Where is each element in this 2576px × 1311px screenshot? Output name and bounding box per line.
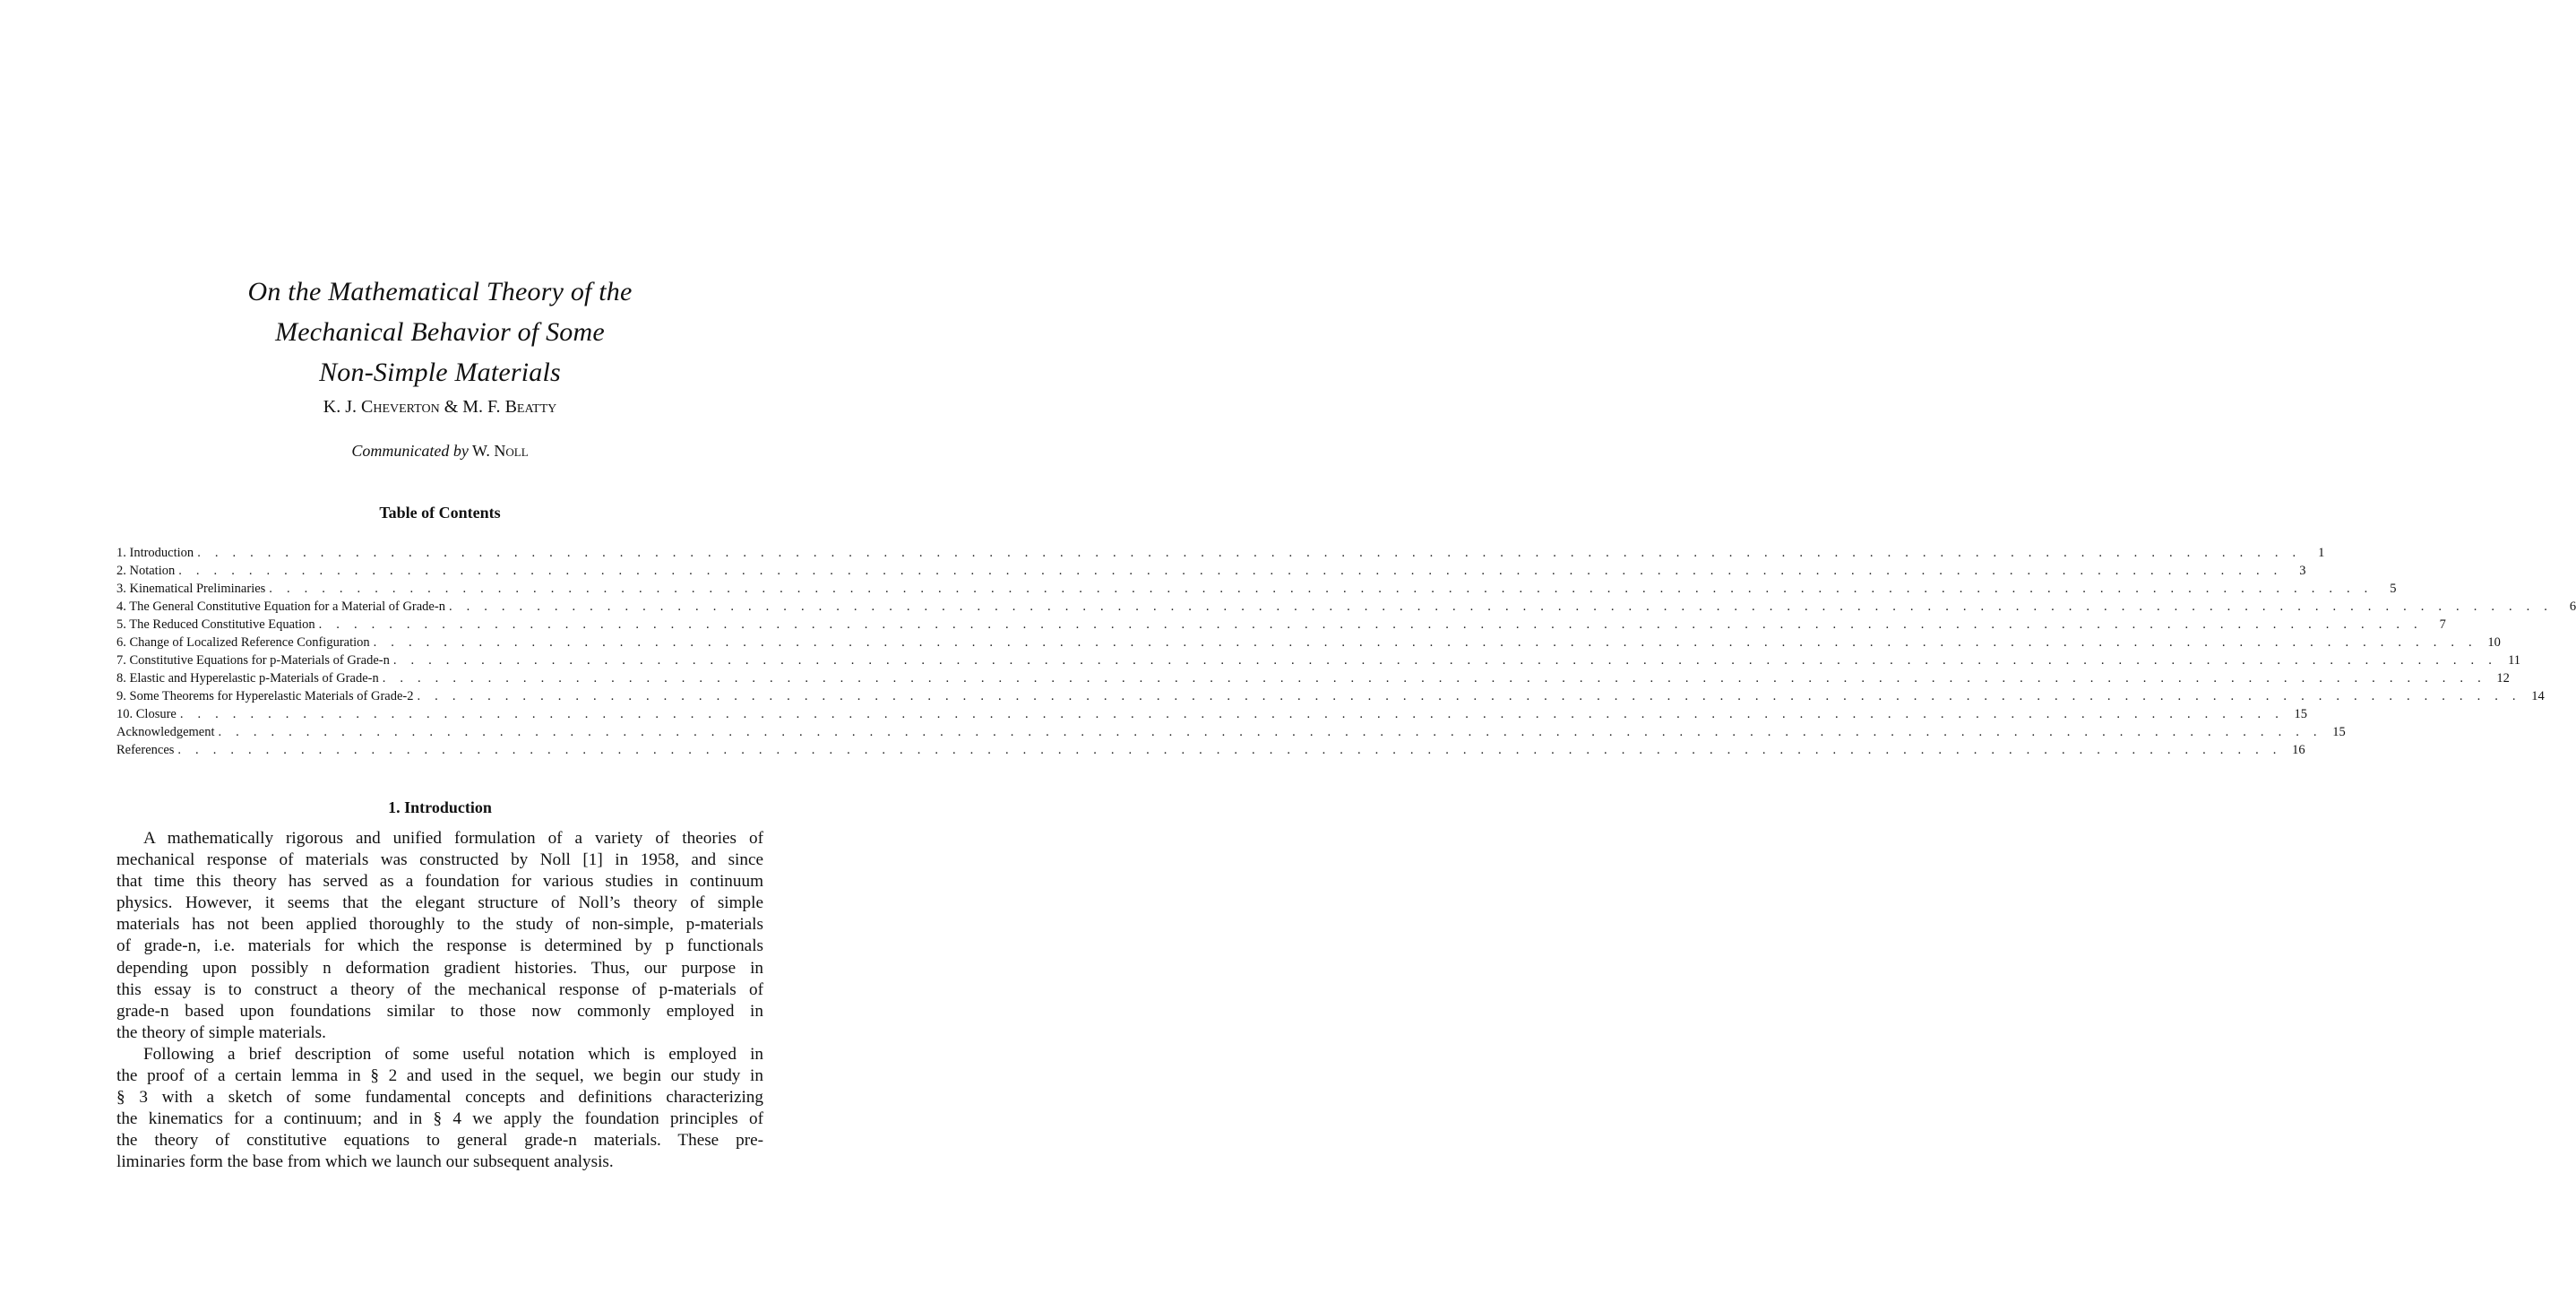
- text-line: this essay is to construct a theory of the mechanical response of p-materials of: [116, 979, 763, 999]
- toc-entry: [116, 634, 2501, 651]
- section-body: [116, 828, 763, 1174]
- toc-entry: [116, 669, 2510, 687]
- toc-entry-label: 10. Closure: [116, 707, 177, 721]
- toc-entry: [116, 723, 2346, 741]
- toc-entry-page: 7: [2439, 617, 2446, 632]
- paragraph: [116, 828, 763, 1044]
- toc-entry: [116, 598, 2576, 616]
- toc-dot-leader: . . . . . . . . . . . . . . . . . . . . . . . . . . . . . . . . . . . . . . . . . . . . . . . . . . . . . . . . . . . . . . . . . . . . . . . . . . . . . . . . . . . . . . . . . . . . . . . . . . . . . . . . . . . . . . . . . . . . . . . .: [179, 707, 2285, 721]
- toc-entry: [116, 580, 2397, 598]
- text-line: physics. However, it seems that the elegant structure of Noll’s theory of simple: [116, 893, 763, 913]
- toc-dot-leader: . . . . . . . . . . . . . . . . . . . . . . . . . . . . . . . . . . . . . . . . . . . . . . . . . . . . . . . . . . . . . . . . . . . . . . . . . . . . . . . . . . . . . . . . . . . . . . . . . . . . . . . . . . . . . . . . . . . . . . . .: [392, 653, 2498, 668]
- title-line: On the Mathematical Theory of the: [247, 277, 633, 306]
- text-line: the theory of constitutive equations to general grade-n materials. These pre-: [116, 1131, 763, 1151]
- text-line: depending upon possibly n deformation gradient histories. Thus, our purpose in: [116, 958, 763, 978]
- author-2-initials: M. F.: [462, 397, 505, 417]
- author-separator: &: [439, 397, 463, 417]
- authors: [116, 394, 763, 419]
- communicated-by: [116, 439, 763, 462]
- text-line: mechanical response of materials was constructed by Noll [1] in 1958, and since: [116, 850, 763, 870]
- toc-entry-label: 4. The General Constitutive Equation for a Material of Grade-n: [116, 599, 445, 614]
- toc-entry: [116, 687, 2545, 705]
- toc-entry-page: 6: [2569, 599, 2576, 614]
- toc-entry-label: 8. Elastic and Hyperelastic p-Materials of Grade-n: [116, 671, 379, 686]
- toc-entry-page: 16: [2292, 743, 2305, 757]
- section-heading: 1. Introduction: [388, 798, 492, 816]
- toc-entry-label: 9. Some Theorems for Hyperelastic Materials of Grade-2: [116, 689, 414, 703]
- toc-entry-label: 6. Change of Localized Reference Configuration: [116, 635, 370, 650]
- author-1-name: Cheverton: [361, 397, 440, 417]
- table-of-contents: [116, 544, 2576, 759]
- toc-entry: [116, 741, 2305, 759]
- toc-entry-label: 7. Constitutive Equations for p-Materials of Grade-n: [116, 653, 390, 668]
- toc-entry-label: References: [116, 743, 175, 757]
- toc-entry: [116, 544, 2325, 562]
- toc-entry-page: 11: [2508, 653, 2521, 668]
- toc-entry: [116, 651, 2521, 669]
- communicator-initial: W.: [472, 442, 495, 460]
- title-line: Non-Simple Materials: [319, 358, 561, 387]
- text-line: of grade-n, i.e. materials for which the response is determined by p functionals: [116, 936, 763, 956]
- toc-dot-leader: . . . . . . . . . . . . . . . . . . . . . . . . . . . . . . . . . . . . . . . . . . . . . . . . . . . . . . . . . . . . . . . . . . . . . . . . . . . . . . . . . . . . . . . . . . . . . . . . . . . . . . . . . . . . . . . . . . . . . . . .: [448, 599, 2554, 614]
- author-1-initials: K. J.: [323, 397, 361, 417]
- text-line: materials has not been applied thoroughly to the study of non-simple, p-materials: [116, 915, 763, 935]
- toc-dot-leader: . . . . . . . . . . . . . . . . . . . . . . . . . . . . . . . . . . . . . . . . . . . . . . . . . . . . . . . . . . . . . . . . . . . . . . . . . . . . . . . . . . . . . . . . . . . . . . . . . . . . . . . . . . . . . . . . . . . . . . . .: [177, 743, 2282, 757]
- toc-dot-leader: . . . . . . . . . . . . . . . . . . . . . . . . . . . . . . . . . . . . . . . . . . . . . . . . . . . . . . . . . . . . . . . . . . . . . . . . . . . . . . . . . . . . . . . . . . . . . . . . . . . . . . . . . . . . . . . . . . . . . . . .: [417, 689, 2521, 703]
- toc-entry: [116, 705, 2308, 723]
- toc-dot-leader: . . . . . . . . . . . . . . . . . . . . . . . . . . . . . . . . . . . . . . . . . . . . . . . . . . . . . . . . . . . . . . . . . . . . . . . . . . . . . . . . . . . . . . . . . . . . . . . . . . . . . . . . . . . . . . . . . . . . . . . .: [178, 564, 2283, 578]
- toc-entry-page: 14: [2531, 689, 2545, 703]
- toc-entry-page: 10: [2487, 635, 2501, 650]
- text-line: that time this theory has served as a foundation for various studies in continuum: [116, 872, 763, 892]
- toc-dot-leader: . . . . . . . . . . . . . . . . . . . . . . . . . . . . . . . . . . . . . . . . . . . . . . . . . . . . . . . . . . . . . . . . . . . . . . . . . . . . . . . . . . . . . . . . . . . . . . . . . . . . . . . . . . . . . . . . . . . . . . . .: [318, 617, 2423, 632]
- title-line: Mechanical Behavior of Some: [275, 317, 605, 347]
- communicated-prefix: Communicated by: [351, 442, 469, 460]
- text-line: Following a brief description of some useful notation which is employed in: [143, 1044, 763, 1064]
- paper-title: [116, 272, 763, 392]
- toc-entry-page: 12: [2496, 671, 2510, 686]
- toc-entry-page: 15: [2332, 725, 2346, 739]
- toc-dot-leader: . . . . . . . . . . . . . . . . . . . . . . . . . . . . . . . . . . . . . . . . . . . . . . . . . . . . . . . . . . . . . . . . . . . . . . . . . . . . . . . . . . . . . . . . . . . . . . . . . . . . . . . . . . . . . . . . . . . . . . . .: [197, 546, 2302, 560]
- text-line: § 3 with a sketch of some fundamental concepts and definitions characterizing: [116, 1088, 763, 1108]
- text-line: the proof of a certain lemma in § 2 and used in the sequel, we begin our study in: [116, 1066, 763, 1086]
- text-line: the theory of simple materials.: [116, 1022, 326, 1042]
- toc-entry-label: 5. The Reduced Constitutive Equation: [116, 617, 315, 632]
- toc-entry-label: 2. Notation: [116, 564, 176, 578]
- communicator-name: Noll: [494, 442, 529, 460]
- text-line: liminaries form the base from which we launch our subsequent analysis.: [116, 1152, 614, 1172]
- toc-entry: [116, 616, 2446, 634]
- text-line: the kinematics for a continuum; and in § 4 we apply the foundation principles of: [116, 1109, 763, 1129]
- text-line: grade-n based upon foundations similar to those now commonly employed in: [116, 1001, 763, 1021]
- toc-entry-label: 3. Kinematical Preliminaries: [116, 582, 266, 596]
- paragraph: [116, 1044, 763, 1174]
- toc-entry-label: 1. Introduction: [116, 546, 194, 560]
- toc-entry-page: 1: [2318, 546, 2325, 560]
- toc-entry-page: 15: [2294, 707, 2308, 721]
- toc-dot-leader: . . . . . . . . . . . . . . . . . . . . . . . . . . . . . . . . . . . . . . . . . . . . . . . . . . . . . . . . . . . . . . . . . . . . . . . . . . . . . . . . . . . . . . . . . . . . . . . . . . . . . . . . . . . . . . . . . . . . . . . .: [373, 635, 2477, 650]
- author-2-name: Beatty: [504, 397, 557, 417]
- toc-heading: Table of Contents: [379, 504, 501, 522]
- toc-entry-page: 5: [2390, 582, 2397, 596]
- toc-dot-leader: . . . . . . . . . . . . . . . . . . . . . . . . . . . . . . . . . . . . . . . . . . . . . . . . . . . . . . . . . . . . . . . . . . . . . . . . . . . . . . . . . . . . . . . . . . . . . . . . . . . . . . . . . . . . . . . . . . . . . . . .: [218, 725, 2322, 739]
- toc-dot-leader: . . . . . . . . . . . . . . . . . . . . . . . . . . . . . . . . . . . . . . . . . . . . . . . . . . . . . . . . . . . . . . . . . . . . . . . . . . . . . . . . . . . . . . . . . . . . . . . . . . . . . . . . . . . . . . . . . . . . . . . .: [382, 671, 2486, 686]
- toc-dot-leader: . . . . . . . . . . . . . . . . . . . . . . . . . . . . . . . . . . . . . . . . . . . . . . . . . . . . . . . . . . . . . . . . . . . . . . . . . . . . . . . . . . . . . . . . . . . . . . . . . . . . . . . . . . . . . . . . . . . . . . . .: [269, 582, 2374, 596]
- toc-entry: [116, 562, 2306, 580]
- toc-entry-label: Acknowledgement: [116, 725, 215, 739]
- text-line: A mathematically rigorous and unified formulation of a variety of theories of: [143, 829, 763, 848]
- toc-entry-page: 3: [2299, 564, 2306, 578]
